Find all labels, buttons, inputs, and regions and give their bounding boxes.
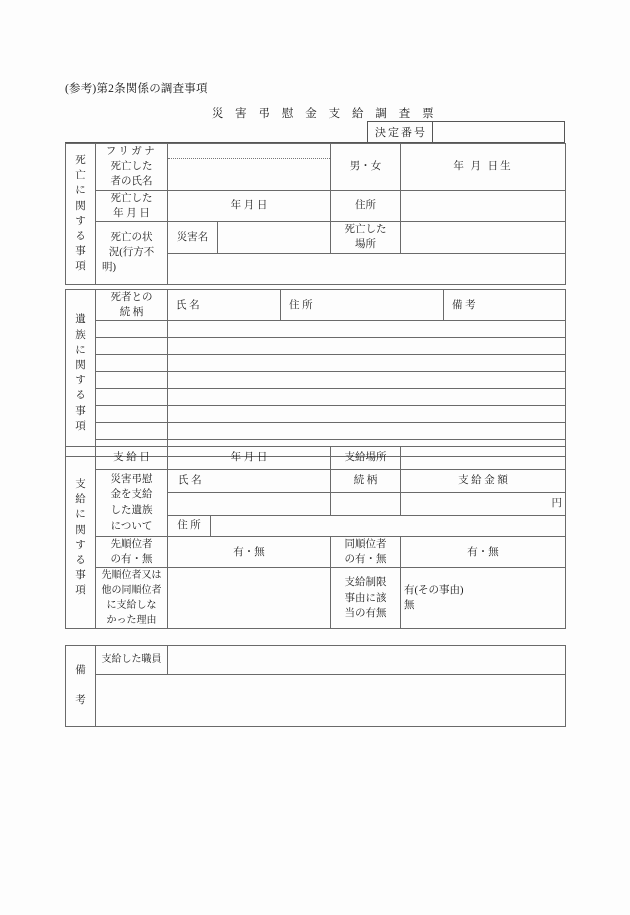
recipient-label [96, 470, 168, 537]
nonpayment-reason-label-line1: 先順位者又は [101, 570, 162, 582]
row-payment-date [66, 447, 566, 470]
death-circumstance-input[interactable] [168, 253, 566, 284]
survivor-column-remarks: 備 考 [444, 290, 566, 321]
section-survivors-table [65, 289, 566, 457]
death-date-label-line2: 年 月 日 [113, 207, 150, 219]
table-row [66, 321, 566, 338]
death-circumstance-label-line2: 況(行方不 [108, 247, 155, 259]
nonpayment-reason-label [96, 568, 168, 629]
survivor-detail-input[interactable] [168, 321, 566, 338]
row-deceased-name [66, 144, 566, 191]
death-circumstance-label [96, 222, 168, 284]
senior-holder-label-line1: 先順位者 [110, 539, 153, 550]
same-rank-label-line2: の有・無 [344, 554, 387, 566]
recipient-name-input[interactable] [168, 493, 331, 516]
recipient-label-line3: した遺族 [110, 505, 153, 516]
payment-restriction-options [401, 568, 566, 629]
survivor-relation-label-line1: 死者との [110, 292, 153, 303]
nonpayment-reason-label-line2: 他の同順位者 [101, 585, 162, 597]
disaster-name-label: 災害名 [168, 222, 218, 253]
nonpayment-reason-input[interactable] [168, 568, 331, 629]
birth-date-cell[interactable]: 年 月 日生 [401, 144, 566, 191]
survivor-relation-label-line2: 続 柄 [119, 307, 144, 319]
survivor-relation-input[interactable] [96, 406, 168, 423]
survivor-detail-input[interactable] [168, 338, 566, 355]
survivor-column-name: 氏 名 [168, 290, 281, 321]
survivor-detail-input[interactable] [168, 372, 566, 389]
senior-holder-label [96, 537, 168, 568]
survivor-relation-input[interactable] [96, 355, 168, 372]
survivor-detail-input[interactable] [168, 355, 566, 372]
survivor-relation-input[interactable] [96, 389, 168, 406]
section-remarks-table [65, 645, 566, 727]
row-death-circumstance-top [66, 222, 566, 253]
section-death-vertical-label: 死 亡 に 関 す る 事 項 [66, 144, 96, 285]
table-row [66, 406, 566, 423]
issuing-staff-label: 支給した職員 [96, 646, 168, 675]
recipient-label-line1: 災害弔慰 [110, 473, 153, 485]
deceased-address-label: 住所 [331, 190, 401, 221]
payment-date-input[interactable]: 年 月 日 [168, 447, 331, 470]
deceased-name-label-line1: 死亡した [110, 161, 153, 173]
death-date-input[interactable]: 年 月 日 [168, 190, 331, 221]
survivor-column-address: 住 所 [281, 290, 444, 321]
deceased-name-input-group [168, 144, 331, 191]
deceased-name-input[interactable] [168, 159, 330, 187]
section-payment-table [65, 446, 566, 629]
decision-number-input[interactable] [433, 122, 564, 142]
recipient-column-amount: 支 給 金 額 [401, 470, 566, 493]
table-row [66, 389, 566, 406]
survivors-header-row [66, 290, 566, 321]
decision-number-label: 決定番号 [368, 122, 433, 142]
deceased-name-label-line2: 者の氏名 [110, 176, 153, 188]
recipient-column-relation: 続 柄 [331, 470, 401, 493]
death-place-label-line2: 場所 [355, 239, 376, 251]
recipient-column-name: 氏 名 [168, 470, 331, 493]
recipient-address-input[interactable] [211, 516, 566, 537]
issuing-staff-input[interactable] [168, 646, 566, 675]
restriction-option-yes[interactable]: 有(その事由) [404, 585, 464, 597]
recipient-label-line2: 金を支給 [110, 489, 153, 501]
row-priority-holders [66, 537, 566, 568]
recipient-label-line4: について [110, 520, 153, 532]
senior-holder-option[interactable]: 有・無 [168, 537, 331, 568]
row-recipient-header [66, 470, 566, 493]
senior-holder-label-line2: の有・無 [110, 554, 153, 566]
row-remarks-free [66, 675, 566, 727]
payment-restriction-label-line3: 当の有無 [344, 608, 387, 620]
deceased-address-input[interactable] [401, 190, 566, 221]
decision-number-strip [65, 121, 565, 143]
survivor-detail-input[interactable] [168, 423, 566, 440]
nonpayment-reason-label-line4: かった理由 [106, 615, 157, 627]
survivor-relation-input[interactable] [96, 338, 168, 355]
table-row [66, 372, 566, 389]
death-date-label [96, 190, 168, 221]
survivor-relation-input[interactable] [96, 321, 168, 338]
row-nonpayment-reason [66, 568, 566, 629]
payment-restriction-label [331, 568, 401, 629]
recipient-amount-input[interactable]: 円 [401, 493, 566, 516]
row-issuing-staff [66, 646, 566, 675]
decision-number-box [367, 121, 565, 143]
section-death-table [65, 143, 566, 285]
section-survivors-vertical-label: 遺 族 に 関 す る 事 項 [66, 290, 96, 457]
nonpayment-reason-label-line3: に支給しな [106, 600, 157, 612]
death-place-input[interactable] [401, 222, 566, 253]
payment-restriction-label-line2: 事由に該 [344, 592, 387, 604]
furigana-input[interactable] [168, 146, 330, 159]
survivor-detail-input[interactable] [168, 406, 566, 423]
survivor-relation-input[interactable] [96, 372, 168, 389]
death-place-label [331, 222, 401, 253]
disaster-name-input[interactable] [218, 222, 331, 253]
furigana-label: フリガナ [105, 146, 158, 157]
table-row [66, 338, 566, 355]
document-title: 災 害 弔 慰 金 支 給 調 査 票 [211, 108, 439, 120]
survivor-detail-input[interactable] [168, 389, 566, 406]
payment-place-label: 支給場所 [331, 447, 401, 470]
payment-place-input[interactable] [401, 447, 566, 470]
death-circumstance-label-line3: 明) [102, 262, 116, 274]
payment-restriction-label-line1: 支給制限 [344, 576, 387, 588]
survivor-relation-input[interactable] [96, 423, 168, 440]
gender-cell[interactable]: 男・女 [331, 144, 401, 191]
restriction-option-no[interactable]: 無 [404, 600, 415, 612]
same-rank-label [331, 537, 401, 568]
recipient-address-label: 住 所 [168, 516, 211, 537]
section-remarks-vertical-label: 備 考 [66, 646, 96, 727]
table-row [66, 355, 566, 372]
deceased-name-label [96, 144, 168, 191]
same-rank-option[interactable]: 有・無 [401, 537, 566, 568]
death-place-label-line1: 死亡した [344, 224, 387, 236]
recipient-relation-input[interactable] [331, 493, 401, 516]
section-payment-vertical-label: 支 給 に 関 す る 事 項 [66, 447, 96, 629]
document-subtitle: (参考)第2条関係の調査事項 [65, 83, 208, 95]
row-death-date [66, 190, 566, 221]
death-date-label-line1: 死亡した [110, 192, 153, 204]
same-rank-label-line1: 同順位者 [344, 539, 387, 550]
survivor-relation-label [96, 290, 168, 321]
death-circumstance-label-line1: 死亡の状 [110, 231, 153, 243]
payment-date-label: 支 給 日 [96, 447, 168, 470]
table-row [66, 423, 566, 440]
remarks-input[interactable] [96, 675, 566, 727]
